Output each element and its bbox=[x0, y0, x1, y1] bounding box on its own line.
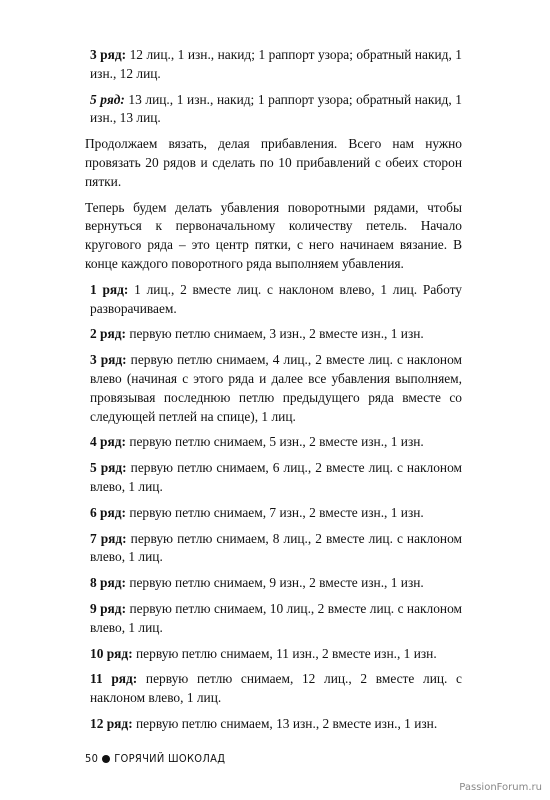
watermark: PassionForum.ru bbox=[459, 782, 542, 793]
row-label: 3 ряд: bbox=[90, 352, 127, 368]
row-label: 3 ряд: bbox=[90, 47, 127, 62]
row-label: 10 ряд: bbox=[90, 645, 133, 661]
row-label: 11 ряд: bbox=[90, 671, 138, 687]
row-text: первую петлю снимаем, 5 изн., 2 вместе изн., 1 изн. bbox=[125, 434, 424, 450]
row-label: 5 ряд: bbox=[90, 91, 125, 107]
paragraph: Теперь будем делать убавления поворотными рядами, чтобы вернуться к первоначальному количеству петель. Начало кругового ряда – это центр пятки, с него начинаем вязание. В конце каждого поворотного ряда выполняем убавления. bbox=[85, 199, 462, 271]
row-text: 1 лиц., 2 вместе лиц. с наклоном влево, 1 лиц. Работу разворачиваем. bbox=[90, 281, 462, 316]
pattern-row bbox=[90, 670, 462, 708]
row-text: первую петлю снимаем, 9 изн., 2 вместе изн., 1 изн. bbox=[125, 575, 424, 591]
pattern-row bbox=[90, 433, 462, 452]
pattern-row bbox=[90, 281, 462, 319]
bullet-dot-icon bbox=[102, 755, 110, 763]
pattern-row bbox=[90, 351, 462, 426]
row-text: первую петлю снимаем, 4 лиц., 2 вместе лиц. с наклоном влево (начиная с этого ряда и далее все убавления выполняем, провязывая последнюю петлю предыдущего ряда вместе со следующей петлей на спице), 1 лиц. bbox=[90, 352, 463, 424]
pattern-row bbox=[90, 46, 462, 84]
row-text: первую петлю снимаем, 10 лиц., 2 вместе лиц. с наклоном влево, 1 лиц. bbox=[90, 600, 462, 635]
row-label: 9 ряд: bbox=[90, 600, 127, 616]
page-content bbox=[87, 46, 462, 741]
row-text: первую петлю снимаем, 11 изн., 2 вместе изн., 1 изн. bbox=[132, 645, 437, 661]
row-label: 12 ряд: bbox=[90, 715, 133, 731]
paragraph: Продолжаем вязать, делая прибавления. Всего нам нужно провязать 20 рядов и сделать по 10 прибавлений с обеих сторон пятки. bbox=[85, 136, 462, 189]
row-label: 7 ряд: bbox=[90, 530, 127, 546]
pattern-row bbox=[90, 504, 462, 523]
row-text: 12 лиц., 1 изн., накид; 1 раппорт узора; обратный накид, 1 изн., 12 лиц. bbox=[90, 47, 462, 81]
book-title: ГОРЯЧИЙ ШОКОЛАД bbox=[114, 752, 226, 765]
row-text: первую петлю снимаем, 6 лиц., 2 вместе лиц. с наклоном влево, 1 лиц. bbox=[90, 460, 463, 494]
pattern-row bbox=[90, 600, 462, 638]
pattern-row bbox=[90, 645, 462, 664]
pattern-row bbox=[90, 715, 462, 734]
row-label: 6 ряд: bbox=[90, 504, 126, 520]
pattern-row bbox=[90, 325, 462, 344]
rows-top bbox=[87, 46, 462, 128]
page-number: 50 bbox=[85, 752, 99, 765]
row-text: первую петлю снимаем, 7 изн., 2 вместе изн., 1 изн. bbox=[125, 504, 424, 520]
row-text: первую петлю снимаем, 12 лиц., 2 вместе лиц. с наклоном влево, 1 лиц. bbox=[90, 671, 462, 706]
row-label: 1 ряд: bbox=[90, 281, 129, 297]
row-label: 2 ряд: bbox=[90, 326, 126, 342]
row-text: первую петлю снимаем, 13 изн., 2 вместе изн., 1 изн. bbox=[132, 715, 438, 731]
row-label: 5 ряд: bbox=[90, 460, 127, 476]
row-label: 8 ряд: bbox=[90, 575, 126, 591]
row-text: первую петлю снимаем, 8 лиц., 2 вместе лиц. с наклоном влево, 1 лиц. bbox=[90, 530, 463, 565]
pattern-row bbox=[90, 574, 462, 593]
pattern-row bbox=[90, 459, 462, 497]
page-footer bbox=[85, 752, 225, 765]
pattern-row bbox=[90, 91, 462, 129]
pattern-row bbox=[90, 530, 462, 568]
row-text: первую петлю снимаем, 3 изн., 2 вместе изн., 1 изн. bbox=[125, 326, 424, 342]
row-label: 4 ряд: bbox=[90, 434, 126, 450]
row-text: 13 лиц., 1 изн., накид; 1 раппорт узора; обратный накид, 1 изн., 13 лиц. bbox=[90, 91, 463, 126]
rows-bottom bbox=[90, 281, 462, 734]
